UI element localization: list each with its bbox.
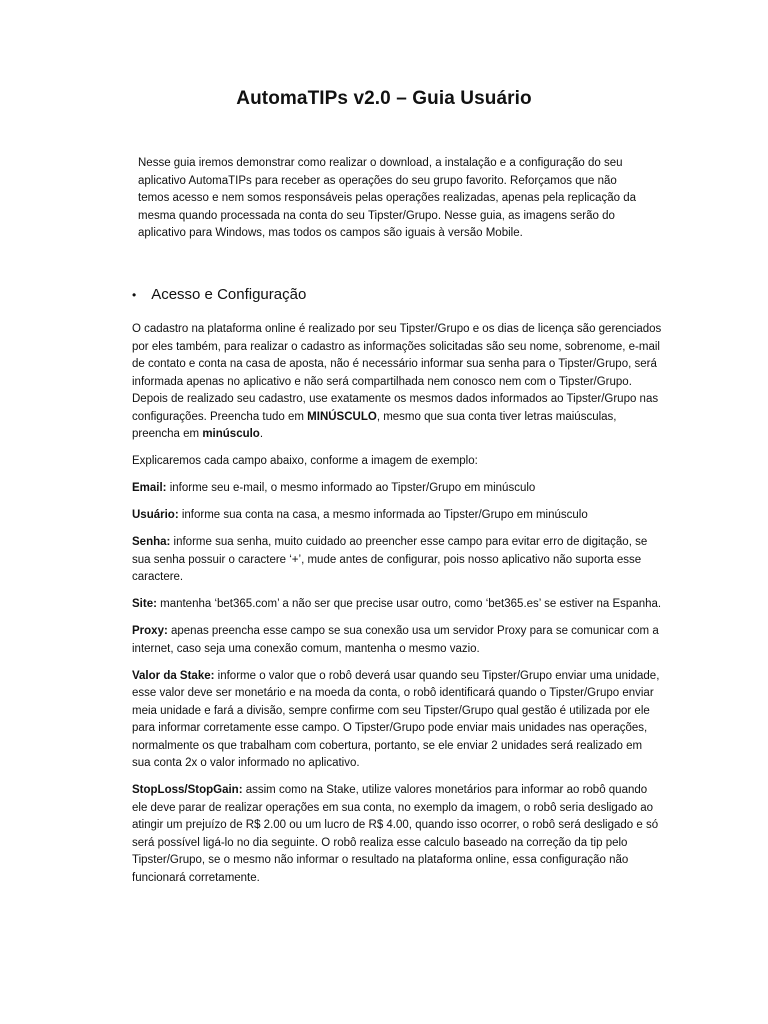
field-label: Usuário:: [132, 509, 179, 521]
registration-text-3: .: [259, 428, 264, 440]
field-email: [132, 480, 662, 498]
field-label: StopLoss/StopGain:: [132, 784, 243, 796]
field-description: informe seu e-mail, o mesmo informado ao Tipster/Grupo em minúsculo: [166, 482, 536, 494]
bullet-icon: •: [132, 287, 137, 302]
document-body: [132, 321, 662, 897]
section-heading: [132, 286, 306, 303]
field-username: [132, 507, 662, 525]
page-title: AutomaTIPs v2.0 – Guia Usuário: [236, 88, 532, 109]
intro-paragraph: Nesse guia iremos demonstrar como realizar o download, a instalação e a configuração do seu aplicativo AutomaTIPs para receber as operações do seu grupo favorito. Reforçamos que não temos acesso e nem somos responsáveis pelas operações realizadas, apenas pela replicação da mesma quando processada na conta do seu Tipster/Grupo. Nesse guia, as imagens serão do aplicativo para Windows, mas todos os campos são iguais à versão Mobile.: [138, 157, 636, 239]
registration-paragraph: [132, 321, 662, 444]
field-description: informe sua senha, muito cuidado ao preencher esse campo para evitar erro de digitação, se sua senha possuir o caractere ‘+’, mude antes de configurar, pois nosso aplicativo não suporta esse caractere.: [132, 536, 648, 583]
field-label: Site:: [132, 598, 157, 610]
field-password: [132, 534, 662, 587]
field-description: apenas preencha esse campo se sua conexão usa um servidor Proxy para se comunicar com a internet, caso seja uma conexão comum, mantenha o mesmo vazio.: [132, 625, 659, 655]
section-title: Acesso e Configuração: [151, 286, 307, 303]
field-label: Email:: [132, 482, 167, 494]
field-label: Valor da Stake:: [132, 669, 215, 682]
field-label: Proxy:: [132, 625, 168, 637]
field-description: assim como na Stake, utilize valores monetários para informar ao robô quando ele deve parar de realizar operações em sua conta, no exemplo da imagem, o robô seria desligado ao atingir um prejuízo de R$ 2.00 ou um lucro de R$ 4.00, quando isso ocorrer, o robô será desligado e só será possível ligá-lo no dia seguinte. O robô realiza esse calculo baseado na correção da tip pelo Tipster/Grupo, se o mesmo não informar o resultado na plataforma online, essa configuração não funcionará corretamente.: [132, 784, 659, 884]
registration-text-1: O cadastro na plataforma online é realizado por seu Tipster/Grupo e os dias de licença são gerenciados por eles também, para realizar o cadastro as informações solicitadas são seu nome, sobrenome, e-mail de contato e conta na casa de aposta, não é necessário informar sua senha para o Tipster/Grupo, será informada apenas no aplicativo e não será compartilhada nem conosco nem com o Tipster/Grupo. Depois de realizado seu cadastro, use exatamente os mesmos dados informados ao Tipster/Grupo nas configurações. Preencha tudo em: [132, 323, 662, 423]
field-site: [132, 596, 662, 614]
registration-text-2: , mesmo que sua conta tiver letras maiúsculas, preencha em: [132, 410, 617, 440]
field-label: Senha:: [132, 536, 171, 548]
field-description: informe sua conta na casa, a mesmo informada ao Tipster/Grupo em minúsculo: [178, 509, 588, 521]
explanation-paragraph: Explicaremos cada campo abaixo, conforme a imagem de exemplo:: [132, 455, 478, 467]
field-description: informe o valor que o robô deverá usar quando seu Tipster/Grupo enviar uma unidade, esse valor deve ser monetário e na moeda da conta, o robô identificará quando o Tipster/Grupo enviar meia unidade e fará a divisão, sempre confirme com seu Tipster/Grupo qual gestão é utilizada por ele para informar corretamente esse campo. O Tipster/Grupo pode enviar mais unidades nas operações, normalmente os que trabalham com cobertura, portanto, se ele enviar 2 unidades será realizado em sua conta 2x o valor informado no aplicativo.: [132, 669, 660, 769]
registration-bold-uppercase: MINÚSCULO: [307, 410, 377, 423]
registration-bold-lowercase: minúsculo: [202, 428, 260, 440]
field-proxy: [132, 623, 662, 658]
field-stoploss-stopgain: [132, 782, 662, 887]
field-description: mantenha ‘bet365.com’ a não ser que precise usar outro, como ‘bet365.es’ se estiver na Espanha.: [156, 598, 662, 610]
field-stake: [132, 668, 662, 773]
